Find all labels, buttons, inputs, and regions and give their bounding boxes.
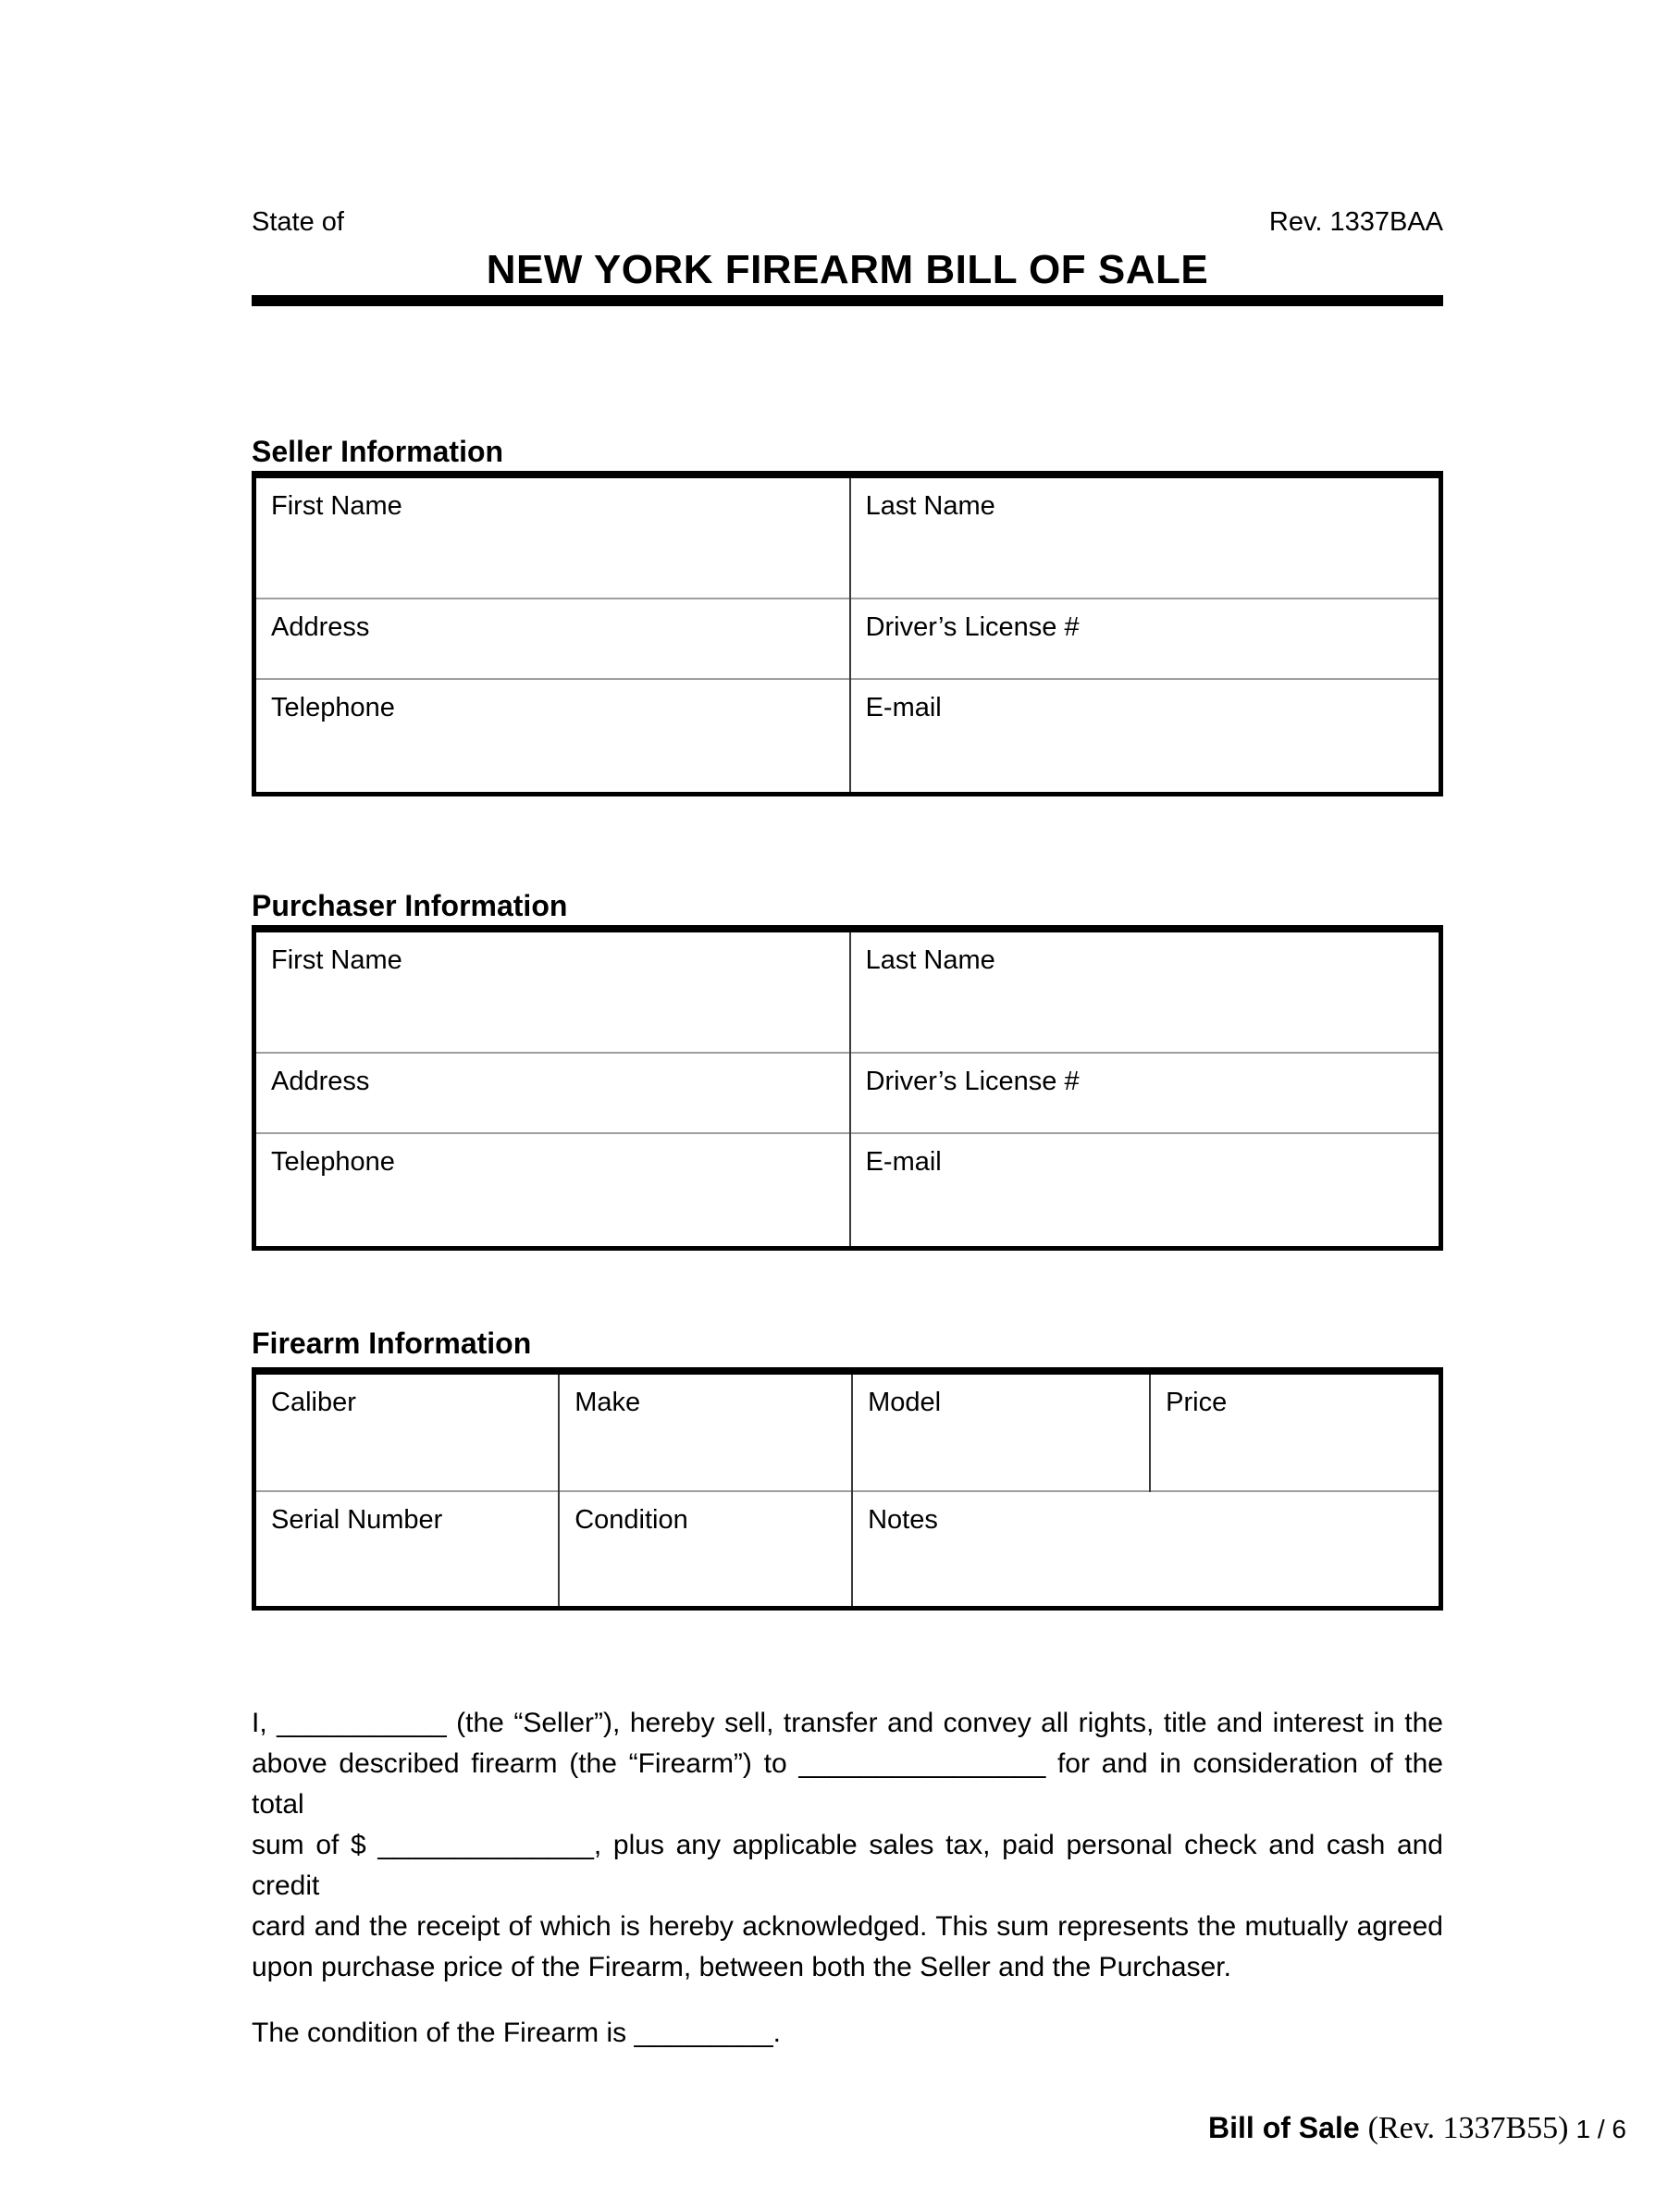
condition-line: The condition of the Firearm is _________. <box>252 2018 782 2048</box>
seller-section-heading: Seller Information <box>252 435 504 468</box>
purchaser-email-cell: E-mail <box>850 1133 1441 1249</box>
revision-label: Rev. 1337BAA <box>1268 207 1443 237</box>
paragraph-line: upon purchase price of the Firearm, between both the Seller and the Purchaser. <box>252 1952 1231 1982</box>
footer-doc-name: Bill of Sale <box>1208 2111 1360 2144</box>
page-footer <box>1208 2109 1626 2153</box>
seller-last-name-cell: Last Name <box>850 475 1441 599</box>
seller-first-name-cell: First Name <box>271 491 402 521</box>
purchaser-address-cell: Address <box>254 1053 850 1133</box>
purchaser-drivers-license-cell: Driver’s License # <box>850 1053 1441 1133</box>
purchaser-section-heading: Purchaser Information <box>252 889 568 922</box>
firearm-info-table <box>252 1367 1443 1611</box>
seller-address-cell: Address <box>254 599 850 679</box>
paragraph-line: sum of $ ______________, plus any applicable sales tax, paid personal check and cash and credit <box>252 1830 1443 1901</box>
firearm-caliber-cell: Caliber <box>271 1388 356 1417</box>
footer-revision: (Rev. 1337B55) <box>1367 2111 1569 2145</box>
document-header <box>252 206 1443 238</box>
firearm-notes-cell: Notes <box>852 1491 1440 1609</box>
document-title: NEW YORK FIREARM BILL OF SALE <box>486 247 1209 292</box>
firearm-section-heading: Firearm Information <box>252 1327 532 1360</box>
firearm-price-cell: Price <box>1150 1371 1440 1491</box>
seller-drivers-license-cell: Driver’s License # <box>850 599 1441 679</box>
footer-page-number: 1 / 6 <box>1575 2115 1626 2143</box>
title-rule <box>252 295 1443 306</box>
paragraph-line: I, ___________ (the “Seller”), hereby sell, transfer and convey all rights, title and interest in the <box>252 1708 1443 1738</box>
purchaser-first-name-cell: First Name <box>271 945 402 975</box>
purchaser-last-name-cell: Last Name <box>850 929 1441 1053</box>
firearm-serial-number-cell: Serial Number <box>254 1491 560 1609</box>
paragraph-line: card and the receipt of which is hereby acknowledged. This sum represents the mutually agreed <box>252 1911 1443 1942</box>
state-of-label: State of <box>252 207 344 237</box>
purchaser-info-table <box>252 925 1443 1251</box>
seller-telephone-cell: Telephone <box>254 679 850 795</box>
page-content <box>252 0 1443 2054</box>
sale-paragraph <box>252 1703 1443 1988</box>
paragraph-line: above described firearm (the “Firearm”) to ________________ for and in consideration of the total <box>252 1748 1443 1820</box>
purchaser-telephone-cell: Telephone <box>254 1133 850 1249</box>
firearm-condition-cell: Condition <box>559 1491 852 1609</box>
firearm-make-cell: Make <box>559 1371 852 1491</box>
seller-email-cell: E-mail <box>850 679 1441 795</box>
seller-info-table <box>252 471 1443 796</box>
firearm-model-cell: Model <box>852 1371 1150 1491</box>
